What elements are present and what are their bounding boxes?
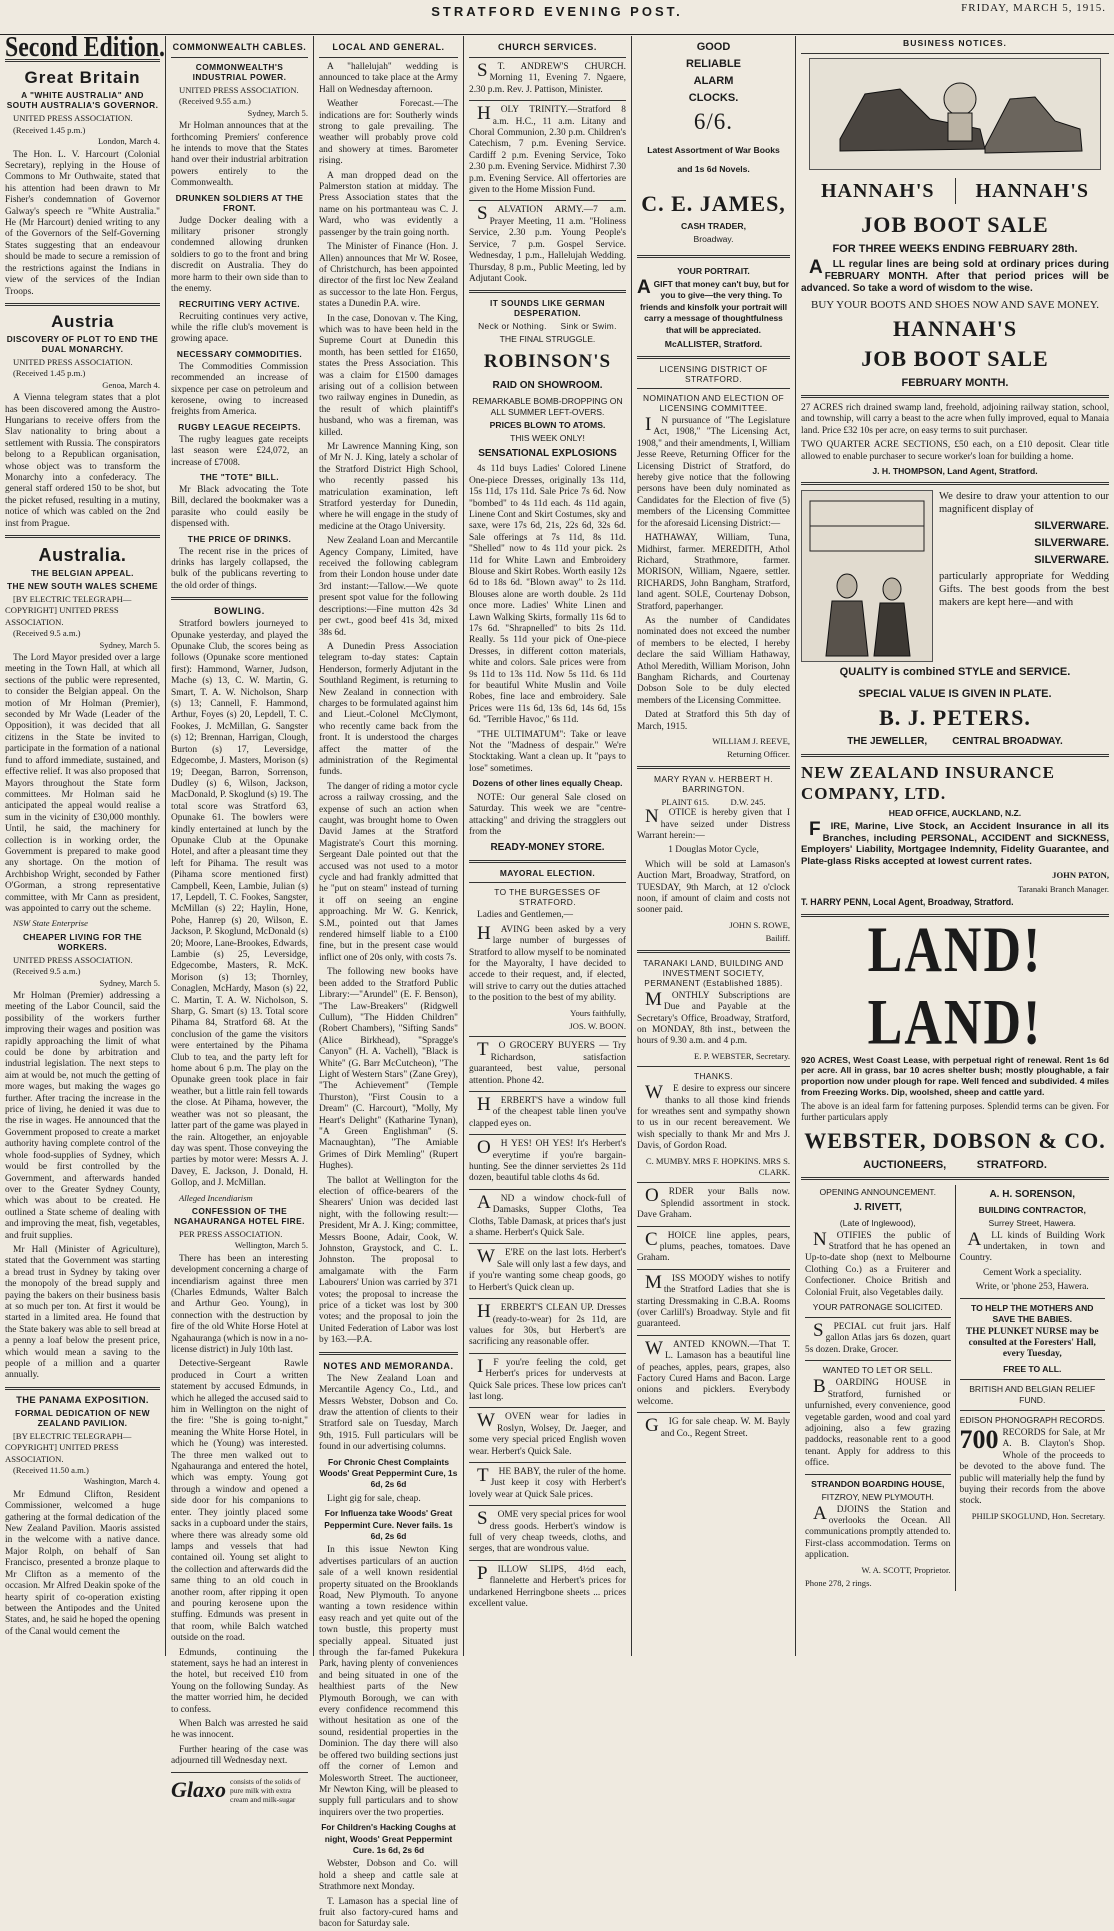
acres-920-ad: 920 ACRES, West Coast Lease, with perpetual right of renewal. Rent 1s 6d per acre. All in grass, bar 10 acres shelter bush; mostly ploughable, a fair proportion now under plough for rape. Well fenced and subdivided. 4 miles from Freezing Works. Dip, woolshed, sheep and cattle yard. bbox=[801, 1054, 1109, 1098]
wanted-let-sell: WANTED TO LET OR SELL. bbox=[822, 1365, 933, 1376]
australia-received: (Received 9.5 a.m.) bbox=[13, 628, 81, 639]
notes-item: The New Zealand Loan and Mercantile Agency Co., Ltd., and Messrs Webster, Dobson and Co. draw the attention of clients to their Stratford sale on Tuesday, March 9th, 1915. Full particulars will be found in our advertising columns. bbox=[319, 1373, 458, 1453]
recruiting-heading: RECRUITING VERY ACTIVE. bbox=[178, 298, 301, 309]
column-3 bbox=[313, 36, 463, 1930]
austria-agency: UNITED PRESS ASSOCIATION. bbox=[13, 356, 133, 367]
jeweller-address: THE JEWELLER, CENTRAL BROADWAY. bbox=[847, 736, 1063, 748]
notes-ad: For Chronic Chest Complaints Woods' Great Peppermint Cure, 1s 6d, 2s 6d bbox=[319, 1456, 458, 1490]
drunken-soldiers-article: Judge Docker dealing with a military prisoner strongly condemned allowing drunken soldiers to go to the front and bring discredit on Australia. They do more harm to their own side than to the enemy. bbox=[171, 215, 308, 295]
ultimatum: "THE ULTIMATUM": Take or leave Not the "Madness of despair." We're Stocktaking. Want a clean up. It "pays to lose" sometimes. bbox=[469, 729, 626, 774]
notes-memoranda-heading: NOTES AND MEMORANDA. bbox=[323, 1360, 454, 1371]
confession-article-4: When Balch was arrested he said he was innocent. bbox=[171, 1719, 308, 1741]
clock-ad-clocks: CLOCKS. bbox=[688, 92, 739, 104]
rivett-text: NOTIFIES the public of Stratford that he has opened an Up-to-date shop (next to Melbourne Clothing Co.) as a Fruiterer and Confectioner. Choice British and Colonial Fruit, also Vegetables daily. bbox=[805, 1228, 951, 1298]
regular-lines-text: ALL regular lines are being sold at ordinary prices during FEBRUARY MONTH. After that period prices will be advanced. So take a word of wisdom to the wise. bbox=[801, 257, 1109, 294]
job-boot-sale: JOB BOOT SALE bbox=[861, 212, 1049, 237]
gb-agency: UNITED PRESS ASSOCIATION. bbox=[13, 113, 133, 124]
recruiting-article: Recruiting continues very active, while the rifle club's movement is growing apace. bbox=[171, 311, 308, 345]
confession-agency: PER PRESS ASSOCIATION. bbox=[179, 1228, 283, 1239]
licensing-notice-2: As the number of Candidates nominated does not exceed the number of members to be elected, I hereby declare the said William Hathaway, Athol Meredith, William Morison, John Bangham Richards, and Courtenay Dobson Sole to be duly elected members of the Licensing Committee. bbox=[637, 615, 790, 706]
nz-insurance-heading: NEW ZEALAND INSURANCE COMPANY, LTD. bbox=[801, 763, 1056, 804]
commodities-heading: NECESSARY COMMODITIES. bbox=[176, 348, 303, 359]
distress-notice: NOTICE is hereby given that I have seized under Distress Warrant herein:— bbox=[637, 806, 790, 842]
mayoral-to: TO THE BURGESSES OF STRATFORD. bbox=[494, 887, 601, 908]
portrait-text: AGIFT that money can't buy, but for you to give—the very thing. To friends and kinsfolk your portrait will carry a message of thoughtfulness that will be appreciated. bbox=[637, 277, 790, 335]
classified-ad: SOME very special prices for wool dress goods. Herbert's window is full of very cheap tweeds, cloths, and serges, that are wondrous value. bbox=[469, 1508, 626, 1555]
classified-ad: TO GROCERY BUYERS — Try Richardson, satisfaction guaranteed, best value, personal attention. Phone 42. bbox=[469, 1039, 626, 1086]
webster-dobson: WEBSTER, DOBSON & CO. bbox=[804, 1127, 1106, 1153]
notes-ad: For Children's Hacking Coughs at night, Woods' Great Peppermint Cure. 1s 6d, 2s 6d bbox=[321, 1822, 456, 1855]
austria-dateline: Genoa, March 4. bbox=[102, 379, 160, 390]
classified-ad: PILLOW SLIPS, 4½d each, flannelette and Herbert's prices for undarkened Herringbone sheets ... prices excellent value. bbox=[469, 1562, 626, 1610]
broadway-label: Broadway. bbox=[693, 234, 734, 244]
notes-ad: For Influenza take Woods' Great Peppermint Cure. Never fails. 1s 6d, 2s 6d bbox=[324, 1508, 453, 1541]
confession-article-5: Further hearing of the case was adjourned till Wednesday next. bbox=[171, 1744, 308, 1767]
taranaki-heading: TARANAKI LAND, BUILDING AND INVESTMENT SOCIETY, PERMANENT (Established 1885). bbox=[643, 957, 784, 988]
issue-date: FRIDAY, MARCH 5, 1915. bbox=[961, 2, 1106, 14]
this-week: THIS WEEK ONLY! bbox=[510, 433, 585, 444]
classified-ad: HERBERT'S have a window full of the cheapest table linen you've clapped eyes on. bbox=[469, 1094, 626, 1129]
notes-item: In this issue Newton King advertises particulars of an auction sale of a well known residential property situated on the Brooklands Road, New Plymouth. To anyone wanting a town residence within easy reach and yet quite out of the town bustle, this property must specially appeal. Situated just through the far-famed Pukekura Park, having plenty of conveniences and being situated in one of the healthiest parts of the New Plymouth Borough, we can with every confidence recommend this without hesitation as one of the sound, residential properties in the Dominion. The day there will also be offered two building sections just off the corner of Lemon and Molesworth Street. The auctioneer, Mr Newton King, will be pleased to supply full particulars and to show inquirers over the two properties. bbox=[319, 1545, 458, 1818]
cheaper-living-heading: CHEAPER LIVING FOR THE WORKERS. bbox=[22, 931, 143, 952]
taranaki-notice: MONTHLY Subscriptions are Due and Payable at the Secretary's Office, Broadway, Stratford, on MONDAY, 8th inst., between the hours of 9.30 a.m. and 4 p.m. bbox=[637, 988, 790, 1047]
church-notice: HOLY TRINITY.—Stratford 8 a.m. H.C., 11 a.m. Litany and Choral Communion, 2.30 p.m. Children's Catechism, 7 p.m. Evening Service. Cardiff 2 p.m. Evening Service, Toko 2.30 p.m. Evening Service. Midhirst 7.30 p.m. Evening Service. All offertories are given to the Home Mission Fund. bbox=[469, 103, 626, 196]
robinsons-title: ROBINSON'S bbox=[483, 351, 612, 373]
raid-heading: RAID ON SHOWROOM. bbox=[492, 380, 603, 392]
column-4 bbox=[463, 36, 631, 1656]
commodities-article: The Commodities Commission recommended an increase of sixpence per case on petroleum and kerosene, owing to increased freights from America. bbox=[171, 361, 308, 418]
thanks-signature: C. MUMBY. MRS F. HOPKINS. MRS S. CLARK. bbox=[645, 1155, 790, 1177]
help-mothers: TO HELP THE MOTHERS AND SAVE THE BABIES. bbox=[970, 1302, 1094, 1324]
drinks-article: The recent rise in the prices of drinks has largely collapsed, the bulk of the publicans reverting to the old order of things. bbox=[171, 546, 308, 591]
sensational-heading: SENSATIONAL EXPLOSIONS bbox=[478, 448, 617, 460]
austria-article: A Vienna telegram states that a plot has been discovered among the Austro-Hungarians to receive offers from the Slav nationality to bring about a settlement with Russia. The conspirators belong to a Republican organisation, whose object was to transform the Monarchy into a confederacy. The general staff ordered 150 to be shot, but the picket refused, resulting in a mutiny, notice of which was cabled on the 2nd inst from Prague. bbox=[5, 393, 160, 529]
cheaper-article-2: Mr Hall (Minister of Agriculture), stated that the Government was starting a bread trust in Sydney by taking over the monopoly of the bread supply and paying the bakers on their business basis at so much per ton. At first it would be started in a limited area. He found that the State bakery was able to sell bread at a penny a loaf below the present price, which would mean a saving to the people of a million and a quarter annually. bbox=[5, 1244, 160, 1381]
sorenson-text: ALL kinds of Building Work undertaken, in town and Country. bbox=[959, 1228, 1105, 1264]
bowling-article: Stratford bowlers journeyed to Opunake yesterday, and played the Opunake Club, the scores being as follows (Opunake score mentioned first): Hammond, Warner, Judson, Mache (s) 13, C. W. Martin, G. Smart, T. A. W. Nicholson, Sharp (s) 13; Cannell, F. Hammond, Arthur, Foyes (s) 20, Lepdell, T. C. Fookes, J. McMillan, G. Sangster (s) 12; Brennan, Harrigan, Clough, Burton (s) 17, Leversidge, Edgecombe, J. Masters, Morison (s) 19; Deegan, Barron, Sorrenson, Dudley (s) 6, Wilson, Jackson, MacDonald, P. Skoglund (s) 19. The total score was Stratford 63, Opunake 61. The bowlers were kindly entertained at lunch by the Opunake Club at the Opunake Hotel, and after a pleasant time they left for Pihama. The result was (Pihama score mentioned first) Campbell, Keen, Lambie, Julian (s) 17, Lepdell, T. C. Fookes, Sangster, McMillan (s) 22; Haylin, Hone, Pohe, Hanrep (s) 20, Wilson, E. Jackson, P. Skoglund, McDonald (s) 20; Moore, Lane-Brookes, Edwards, Lambie (s) 25, Leversidge, Edgecombe, Masters, R. McK. Morison (s) 13; Thornley, Conaglen, McHardy, Mason (s) 22, C. Martin, T. A. W. Nicholson, S. Sharp, G. Smart (s) 13. Total score Pihama 84, Stratford 68. At the conclusion of the game the visitors were entertained by the Pihama Club to tea, and the party left for home about 6 p.m. The play on the Opunake green took place in fair weather, but a little rain fell towards the close. At Pihama, however, the weather was not so pleasant, the latter part of the game was played in the rain. Altogether, an enjoyable day was spent. Those conveying the parties by motor were: Messrs A. J. Davey, E. Jackson, J. Donald, H. Gollop, and J. McMillan. bbox=[171, 619, 308, 1189]
mayoral-yours: Yours faithfully, bbox=[570, 1007, 626, 1018]
building-contractor: BUILDING CONTRACTOR, bbox=[978, 1204, 1086, 1215]
boarding-house-ad: BOARDING HOUSE in Stratford, furnished or unfurnished, every convenience, good vegetable garden, wood and coal yard adjoining, also a few grazing paddocks, reasonable rent to a good tenant. Apply for address to this office. bbox=[805, 1376, 951, 1469]
surrey-street: Surrey Street, Hawera. bbox=[988, 1217, 1076, 1228]
business-notices-label: BUSINESS NOTICES. bbox=[903, 38, 1007, 48]
panama-heading: THE PANAMA EXPOSITION. bbox=[16, 1393, 149, 1405]
local-general-heading: LOCAL AND GENERAL. bbox=[332, 42, 445, 52]
confession-dateline: Wellington, March 5. bbox=[234, 1240, 308, 1251]
cheaper-received: (Received 9.5 a.m.) bbox=[13, 966, 81, 977]
cw-agency: UNITED PRESS ASSOCIATION. bbox=[179, 85, 299, 95]
panama-agency: [BY ELECTRIC TELEGRAPH—COPYRIGHT] UNITED PRESS ASSOCIATION. bbox=[5, 1430, 132, 1464]
belgian-relief: BRITISH AND BELGIAN RELIEF FUND. bbox=[969, 1383, 1096, 1405]
notes-item: Webster, Dobson and Co. will hold a sheep and cattle sale at Strathmore next Monday. bbox=[319, 1859, 458, 1893]
gb-subheading: A "WHITE AUSTRALIA" AND SOUTH AUSTRALIA'S GOVERNOR. bbox=[6, 90, 159, 111]
panama-received: (Received 11.50 a.m.) bbox=[13, 1465, 89, 1476]
ready-money-store: READY-MONEY STORE. bbox=[490, 842, 605, 854]
classified-ad: HERBERT'S CLEAN UP. Dresses (ready-to-wear) for 2s 11d, are values for 30s, but Herbert's are sacrificing any reasonable offer. bbox=[469, 1301, 626, 1348]
cash-trader: CASH TRADER, bbox=[681, 221, 746, 231]
panama-dateline: Washington, March 4. bbox=[83, 1476, 160, 1487]
cw-subheading: COMMONWEALTH'S INDUSTRIAL POWER. bbox=[192, 62, 287, 82]
strandon-text: ADJOINS the Station and overlooks the Ocean. All communications promptly attended to. First-class accommodation. Terms on application. bbox=[805, 1502, 951, 1561]
job-boot-sale-2: JOB BOOT SALE bbox=[861, 346, 1049, 371]
opening-heading: OPENING ANNOUNCEMENT. bbox=[819, 1186, 936, 1197]
distress-notice-2: Which will be sold at Lamason's Auction Mart, Broadway, Stratford, on TUESDAY, 9th March, at 12 o'clock noon, if amount of claim and costs not sooner paid. bbox=[637, 859, 790, 916]
bomb-dropping: REMARKABLE BOMB-DROPPING ON ALL SUMMER LEFT-OVERS. bbox=[472, 396, 623, 418]
phone-number: Phone 278, 2 rings. bbox=[805, 1577, 872, 1588]
cement-work: Cement Work a speciality. bbox=[983, 1267, 1082, 1278]
clock-price: 6/6. bbox=[693, 109, 734, 134]
local-item: A "hallelujah" wedding is announced to take place at the Army Hall on Wednesday afternoon. bbox=[319, 62, 458, 95]
write-phone: Write, or 'phone 253, Hawera. bbox=[975, 1282, 1089, 1293]
german-desperation-heading: IT SOUNDS LIKE GERMAN DESPERATION. bbox=[490, 298, 605, 319]
february-month: FEBRUARY MONTH. bbox=[901, 377, 1009, 389]
confession-heading: CONFESSION OF THE NGAHAURANGA HOTEL FIRE. bbox=[174, 1205, 305, 1226]
bj-peters: B. J. PETERS. bbox=[879, 705, 1031, 731]
special-value: SPECIAL VALUE IS GIVEN IN PLATE. bbox=[858, 688, 1052, 701]
strandon-heading: STRANDON BOARDING HOUSE, bbox=[811, 1478, 945, 1489]
rivett-name: J. RIVETT, bbox=[853, 1201, 902, 1213]
australia-agency: [BY ELECTRIC TELEGRAPH—COPYRIGHT] UNITED PRESS ASSOCIATION. bbox=[5, 594, 132, 627]
thompson-agent: J. H. THOMPSON, Land Agent, Stratford. bbox=[872, 466, 1038, 477]
panama-subheading: FORMAL DEDICATION OF NEW ZEALAND PAVILION. bbox=[15, 1407, 150, 1428]
cheaper-article: Mr Holman (Premier) addressing a meeting of the Labor Council, said the possibility of the workers further improving their wages and position was rapidly approaching the limit of what could be done by arbitration and industrial legislation. The next steps to aim at would be, not much the getting of more wages, but making the wages go further. After tracing the increase in the price of living, he denied it was due to the rise in wages. He announced that the Government proposed to create a market authority having complete control of the whole food-supplies of Sydney, which would be first controlled by the Government, and afterwards handed over to the Greater Sydney County, which was about to be created. He outlined a State scheme of dealing with and improving the meat, fish, vegetables, and fruit supplies. bbox=[5, 991, 160, 1241]
cheaper-agency: UNITED PRESS ASSOCIATION. bbox=[13, 954, 133, 965]
silverware-2: SILVERWARE. bbox=[1034, 537, 1109, 550]
licensing-signature: WILLIAM J. REEVE, bbox=[712, 736, 790, 746]
buy-boots: BUY YOUR BOOTS AND SHOES NOW AND SAVE MONEY. bbox=[811, 299, 1099, 311]
classified-ad: WOVEN wear for ladies in Roslyn, Wolsey, Dr. Jaeger, and some very special priced English woven wear. Herbert's Quick Sale. bbox=[469, 1410, 626, 1457]
local-item: In the case, Donovan v. The King, which was to have been held in the Supreme Court at Dunedin this month, has been settled for £1650, states the Press Association. This was a claim for £1500 damages arising out of a collision between two railway engines in Dunedin, as the result of which plaintiff's husband, who was a fireman, was killed. bbox=[319, 313, 458, 438]
prices-atoms: PRICES BLOWN TO ATOMS. bbox=[489, 420, 606, 431]
confession-article-2: Detective-Sergeant Rawle produced in Court a written statement by accused Edmunds, in which he alleged the accused said to him in Wellington on the night of the fire: "She is going to-night," meaning the White Horse Hotel, in which he (Young) was interested. The three men walked out to Ngahauranga and entered the hotel, which was empty. Young got through a window and opened a side door for his companions to enter. They jointly placed some sacks in a cupboard under the stairs, where there was already some old lamps and vessels that had contained oil. Young set alight to the collection and afterwards did the same thing to an old couch in another room, after ripping it open and pouring kerosene upon the stuffing. Edmunds was present in that room, while Balch watched outside on the road. bbox=[171, 1359, 308, 1644]
gb-article: The Hon. L. V. Harcourt (Colonial Secretary), replying in the House of Commons to Mr Outhwaite, stated that his attention had been drawn to Mr Fisher's condemnation of Governor Galway's speech re "White Australia." He (Mr Harcourt) denied writing to any of the Governors of the Self-Governing States suggesting that an endeavour should be made to secure a remission of the restrictions against the Indians in view of the services of the Indian Troops. bbox=[5, 149, 160, 297]
distress-item: 1 Douglas Motor Cycle, bbox=[668, 845, 759, 856]
column-1 bbox=[0, 31, 165, 1656]
local-item: The Minister of Finance (Hon. J. Allen) announces that Mr W. Rosee, of Christchurch, has been appointed director of the first loc New Zealand as successor to the late Hon. Fergus, states a Dunedin P.A. wire. bbox=[319, 242, 458, 310]
plaint-number: PLAINT 615. D.W. 245. bbox=[661, 796, 766, 807]
dozens-lines: Dozens of other lines equally Cheap. bbox=[472, 778, 623, 789]
panama-article: Mr Edmund Clifton, Resident Commissioner, welcomed a huge gathering at the formal dedication of the New Zealand Pavilion. Maoris assisted in the welcome with a native dance. Major Rolph, on behalf of San Francisco, presented a bronze plaque to Mr Clifton as a memento of the occasion. Mr Alfred Deakin spoke of the hearty spirit of co-operation existing between the Antipodes and the United States, and, he said he hoped the opening of the Canal would cement the bbox=[5, 1489, 160, 1637]
austria-subheading: DISCOVERY OF PLOT TO END THE DUAL MONARCHY. bbox=[6, 333, 159, 354]
austria-received: (Received 1.45 p.m.) bbox=[13, 368, 86, 379]
confession-article: There has been an interesting development concerning a charge of incendiarism against three men (Charles Edmunds, Walter Balch and Arthur Geo. Young), in connection with the destruction by fire of the old White Horse Hotel at Ngahauranga (which is now in a no-license district) in July 10th last. bbox=[171, 1253, 308, 1355]
cw-dateline: Sydney, March 5. bbox=[247, 107, 308, 118]
clock-ad-reliable: RELIABLE bbox=[686, 58, 741, 70]
thanks-heading: THANKS. bbox=[693, 1071, 734, 1082]
taranaki-signature: E. P. WEBSTER, Secretary. bbox=[694, 1050, 790, 1061]
novels: and 1s 6d Novels. bbox=[677, 164, 750, 174]
notes-item: Light gig for sale, cheap. bbox=[327, 1493, 421, 1504]
mayoral-election-heading: MAYORAL ELECTION. bbox=[499, 868, 596, 879]
australia-article: The Lord Mayor presided over a large meeting in the Town Hall, at which all sections of the public were represented, to consider the Belgian appeal. On the motion of Mr Holman (Premier), seconded by Mr Wade (Leader of the Opposition), it was decided that all citizens in the State be invited to participate in the formation of a national fund to afford immediate, sustained, and effective relief. It was also proposed that Mayors throughout the State form committees. Mr Holman said he anticipated the appeal would realise a sum in the vicinity of £30,000 monthly. Until, he said, the machinery for collection is in working order, the Government is prepared to make good any shortage. On the motion of Archbishop Wright, seconded by Father O'Gorman, a strong representative committee, with Mr Cann as president, was appointed to carry out the scheme. bbox=[5, 653, 160, 914]
classified-ad: WANTED KNOWN.—That T. L. Lamason has a beautiful line of peaches, apples, pears, grapes, also Factory Cured Hams and Bacon. Large onions and picklers. Everybody welcome. bbox=[637, 1337, 790, 1407]
john-paton: JOHN PATON, bbox=[1052, 870, 1109, 881]
classified-ad: OH YES! OH YES! It's Herbert's everytime if you're bargain-hunting. See the dinner serviettes 2s 11d dozen, beautiful table cloths 4s 6d. bbox=[469, 1137, 626, 1184]
patronage: YOUR PATRONAGE SOLICITED. bbox=[812, 1302, 943, 1313]
classified-ad: AND a window chock-full of Damasks, Supper Cloths, Tea Cloths, Table Damask, at prices that's just a shame. Herbert's Quick Sale. bbox=[469, 1191, 626, 1239]
mcallister: McALLISTER, Stratford. bbox=[664, 339, 763, 350]
tote-heading: THE "TOTE" BILL. bbox=[200, 471, 279, 482]
tote-article: Mr Black advocating the Tote Bill, declared the bookmaker was a parasite who could easily be dispensed with. bbox=[171, 484, 308, 530]
edison-count: 700 bbox=[959, 1424, 999, 1454]
classified-ad: IF you're feeling the cold, get Herbert's prices for undervests at Quick Sale prices. These low prices can't last long. bbox=[469, 1355, 626, 1402]
harry-penn: T. HARRY PENN, Local Agent, Broadway, Stratford. bbox=[801, 897, 1014, 908]
church-services-heading: CHURCH SERVICES. bbox=[498, 42, 597, 52]
neck-or-nothing: Neck or Nothing. Sink or Swim. bbox=[478, 321, 617, 332]
second-edition-title: Second Edition. bbox=[5, 31, 165, 63]
skoglund-signature: PHILIP SKOGLUND, Hon. Secretary. bbox=[971, 1510, 1105, 1521]
auctioneers: AUCTIONEERS, STRATFORD. bbox=[863, 1158, 1047, 1171]
column-2 bbox=[165, 36, 313, 1804]
boots-illustration bbox=[809, 58, 1101, 170]
hannahs-lower: HANNAH'S bbox=[892, 316, 1018, 341]
hannahs-right: HANNAH'S bbox=[955, 178, 1110, 204]
portrait-heading: YOUR PORTRAIT. bbox=[677, 266, 750, 276]
classified-ad: GIG for sale cheap. W. M. Bayly and Co., Regent Street. bbox=[645, 1415, 790, 1439]
rugby-heading: RUGBY LEAGUE RECEIPTS. bbox=[178, 421, 301, 432]
licensing-dated: Dated at Stratford this 5th day of March, 1915. bbox=[637, 710, 790, 732]
acres-27-ad: 27 ACRES rich drained swamp land, freehold, adjoining railway station, school, and township, will carry a beast to the acre when fully improved, equal to Manaia land. Price £32 10s per acre, on easy terms to suit purchaser. bbox=[801, 403, 1109, 436]
classified-ad: CHOICE line apples, pears, plums, peaches, tomatoes. Dave Graham. bbox=[637, 1228, 790, 1264]
notes-item: T. Lamason has a special line of fruit also factory-cured hams and bacon for Saturday sale. bbox=[319, 1896, 458, 1930]
drinks-heading: THE PRICE OF DRINKS. bbox=[187, 533, 292, 544]
classified-ad: MISS MOODY wishes to notify the Stratford Ladies that she is starting Dressmaking in C.B.A. Rooms (over Carlill's) Broadway. Style and fit guaranteed. bbox=[637, 1271, 790, 1330]
austria-heading: Austria bbox=[51, 311, 114, 331]
local-item: The following new books have been added to the Stratford Public Library:—"Arundel" (E. F. Benson), "The Law-Breakers" (Ridgwell Cullum), "The Hidden Children" (Robert Chambers), "Sifting Sands" (Alice Birkhead), "Spragge's Canyon" (H. A. Vachell), "Black is White" (G. Barr McCutcheon), "The Light of Western Stars" (Zane Grey), "The Achievement" (Temple Thurston), "First Cousin to a Dream" (C. Harcourt), "Molly, My Heart's Delight" (Katharine Tynan), "A Green Englishman" (S. Macnaughtan), "The Amiable Grimes of Dirk Memling" (Rupert Hughes). bbox=[319, 967, 458, 1172]
local-item: New Zealand Loan and Mercantile Agency Company, Limited, have received the following cablegram from their London house under date 3rd instant:—Tallow.—We quote present spot value for the following descriptions:—Fine mutton 42s 3d per cwt., good beef 41s 3d, mixed 38s 6d. bbox=[319, 536, 458, 638]
sale-items: 4s 11d buys Ladies' Colored Linene One-piece Dresses, originally 13s 11d, 15s 11d, 17s 11d. Sale Price 7s 6d. Now "bombed" to 4s 11d each. 4s 11d again, Linene Cont and Skirt Costumes, sky and saxe, were 17s 6d, 21s, 22s 6d, 32s 6d. Sale offerings at 7s 11d, 8s 11d. "Shelled" now to 4s 11d your pick. 2s 11d for White Lawn and Embroidery Blouse and Skirt Robes. Worth easily 12s 6d to 18s 6d. "Blown away" to 2s 11d. Blouses alone are worth double. 2s 11d once more. Ladies' White Linen and Lawn Walking Skirts, formally 11s 6d to 17s 6d. "Shrapnelled" to bits 2s 11d. Really. 5s 11d your pick of One-piece Dresses, in different cotton materials, white and colors. Sale prices were from 9s 11d to 13s 11d. Now 5s 11d. 6s 11d for beautiful White Muslin and Voile Robes, fine lace and embroidery. Sale Prices were 11s 6d, 13s 6d, 14s 6d, 15s 6d. "Terrible Havoc," 6s 11d. bbox=[469, 464, 626, 726]
bowling-heading: BOWLING. bbox=[214, 606, 265, 617]
edison-text: RECORDS for Sale, at Mr A. B. Clayton's Shop. Whole of the proceeds to be devoted to the above fund. The public will materially help the fund by buying their records from the above stock. bbox=[959, 1427, 1105, 1507]
nz-head-office: HEAD OFFICE, AUCKLAND, N.Z. bbox=[888, 808, 1022, 819]
three-weeks: FOR THREE WEEKS ENDING FEBRUARY 28th. bbox=[832, 243, 1078, 255]
licensing-heading: LICENSING DISTRICT OF STRATFORD. bbox=[659, 364, 768, 385]
masthead bbox=[0, 0, 1114, 35]
special-jars: SPECIAL cut fruit jars. Half gallon Atlas jars 6s dozen, quart 5s dozen. Drake, Grocer. bbox=[805, 1320, 951, 1355]
silverware-intro: We desire to draw your attention to our magnificent display of bbox=[939, 491, 1109, 516]
jeweller-shop-illustration bbox=[801, 490, 933, 662]
local-item: Mr Lawrence Manning King, son of Mr N. J. King, lately a scholar of the Stratford District High School, who recently passed his matriculation examination, left Stratford yesterday for Dunedin, where he will engage in the study of medicine at the Otago University. bbox=[319, 442, 458, 532]
column-5 bbox=[631, 36, 795, 1656]
silverware-3: SILVERWARE. bbox=[1034, 554, 1109, 567]
local-item: The ballot at Wellington for the election of office-bearers of the Shearers' Union was decided last night, with the following result:—President, Mr A. J. King; committee, Messrs Boone, Adair, Cook, W. Johnston, Graystock, and C. L. Johnston. The proposal to amalgamate with the Farm Labourers' Union was carried by 371 votes; the proposal to increase the price of a ticket was lost by 300 votes; and the proposal to join the United Federation of Labor was lost by 163.—P.A. bbox=[319, 1175, 458, 1346]
column-6 bbox=[795, 36, 1114, 1656]
australia-heading: Australia. bbox=[38, 545, 127, 565]
clock-ad-alarm: ALARM bbox=[693, 75, 734, 87]
drunken-soldiers-heading: DRUNKEN SOLDIERS AT THE FRONT. bbox=[175, 192, 304, 213]
classified-ad: ORDER your Balls now. Splendid assortment in stock. Dave Graham. bbox=[637, 1185, 790, 1221]
rugby-article: The rugby leagues gate receipts last season were £24,072, an increase of £7008. bbox=[171, 434, 308, 468]
clock-ad-good: GOOD bbox=[696, 41, 731, 53]
local-item: The danger of riding a motor cycle across a railway crossing, and the expense of such an action when caught, was brought home to Owen David James at the Stratford Magistrate's Court this morning. Sergeant Dale pointed out that the accused was not used to a motor cycle and had frankly admitted that he "put on steam" instead of turning it off on seeing an engine approaching. Mr W. G. Kenrick, S.M., pointed out that James rendered himself liable to a £100 fine, but in the present case would inflict one of 20s only, with costs 7s. bbox=[319, 781, 458, 963]
licensing-subheading: NOMINATION AND ELECTION OF LICENSING COMMITTEE. bbox=[643, 393, 784, 414]
nz-insurance-text: FIRE, Marine, Live Stock, an Accident Insurance in all its Branches, including PERSONAL, ACCIDENT and SICKNESS, Employers' Liability, Mortgagee Indemnity, Fidelity Guarantee, and Plate-glass Risks accepted at lowest current rates. bbox=[801, 819, 1109, 867]
commonwealth-cables-heading: COMMONWEALTH CABLES. bbox=[172, 42, 307, 52]
mayoral-letter: HAVING been asked by a very large number of burgesses of Stratford to allow myself to be nominated for the Mayoralty, I have decided to accede to their request, and, if elected, will strive to carry out the duties attached to the position to the best of my ability. bbox=[469, 922, 626, 1004]
cw-article: Mr Holman announces that at the forthcoming Premiers' conference he intends to move that the States hand over their industrial arbitration powers entirely to the Commonwealth. bbox=[171, 121, 308, 189]
paton-role: Taranaki Branch Manager. bbox=[1017, 883, 1109, 894]
gb-dateline: London, March 4. bbox=[97, 136, 160, 147]
land-land-headline: LAND! LAND! bbox=[867, 914, 1043, 1058]
licensing-notice: IN pursuance of "The Legislature Act, 1908," "The Licensing Act, 1908," and their amendments, I, William Jesse Reeve, Returning Officer for the Licensing District of Stratford, do hereby give notice that the following persons have been duly nominated as Candidates for the Election of five (5) members of the Licensing Committee for the aforesaid Licensing District:— bbox=[637, 414, 790, 529]
cw-received: (Received 9.55 a.m.) bbox=[179, 96, 251, 107]
mayoral-greeting: Ladies and Gentlemen,— bbox=[477, 910, 574, 921]
hannahs-left: HANNAH'S bbox=[820, 180, 935, 202]
glaxo-tagline: consists of the solids of pure milk with extra cream and milk-sugar bbox=[230, 1776, 301, 1804]
church-notice: SALVATION ARMY.—7 a.m. Prayer Meeting, 11 a.m. "Holiness Service, 2.30 p.m. Young People's Service, 7 p.m. Gospel Service. Wednesday, 1 p.m., Hallelujah Wedding. Thursday, 8 p.m., Public Meeting, led by Adjutant Cook. bbox=[469, 203, 626, 284]
glaxo-logo: Glaxo bbox=[171, 1777, 226, 1803]
classified-ad: THE BABY, the ruler of the home. Just keep it cosy with Herbert's lovely wear at Quick Sale prices. bbox=[469, 1464, 626, 1500]
australia-sub2: THE NEW SOUTH WALES SCHEME bbox=[7, 581, 158, 591]
thanks-notice: WE desire to express our sincere thanks to all those kind friends for wreathes sent and sympathy shown to us in our recent bereavement. We wish specially to thank Mr and Mrs J. Davis, of Gordon Road. bbox=[637, 1082, 790, 1152]
local-item: Weather Forecast.—The indications are for: Southerly winds strong to gale prevailing. The weather will probably prove cold and showery at times. Barometer rising. bbox=[319, 99, 458, 167]
nsw-enterprise-label: NSW State Enterprise bbox=[13, 918, 88, 929]
free-to-all: FREE TO ALL. bbox=[1003, 1363, 1062, 1374]
silverware-1: SILVERWARE. bbox=[1034, 520, 1109, 533]
australia-sub1: THE BELGIAN APPEAL. bbox=[31, 568, 134, 578]
licensing-role: Returning Officer. bbox=[727, 749, 790, 760]
rivett-late-of: (Late of Inglewood), bbox=[839, 1217, 916, 1228]
australia-dateline: Sydney, March 5. bbox=[99, 639, 160, 650]
confession-article-3: Edmunds, continuing the statement, says he had an interest in the hotel, but received £10 from Young on the following Sunday. As the matter worried him, he decided to confess. bbox=[171, 1647, 308, 1715]
newspaper-name: STRATFORD EVENING POST. bbox=[431, 4, 683, 19]
licensing-names: HATHAWAY, William, Tuna, Midhirst, farmer. MEREDITH, Athol Richard, Strathmore, farmer. MORISON, William, Ngaere, settler. RICHARDS, John Bangham, Stratford, land agent. SOLE, Courtenay Dobson, Stratford, paperhanger. bbox=[637, 533, 790, 612]
bailiff-role: Bailiff. bbox=[765, 933, 790, 944]
sorenson-name: A. H. SORENSON, bbox=[989, 1188, 1076, 1200]
gb-received: (Received 1.45 p.m.) bbox=[13, 124, 86, 135]
war-books: Latest Assortment of War Books bbox=[647, 145, 780, 155]
quarter-acre-ad: TWO QUARTER ACRE SECTIONS, £50 each, on a £10 deposit. Clear title allowed to enable purchaser to secure worker's loan for building a home. bbox=[801, 440, 1109, 462]
bailiff-signature: JOHN S. ROWE, bbox=[729, 919, 790, 930]
quality-style: QUALITY is combined STYLE and SERVICE. bbox=[839, 666, 1071, 679]
local-item: A man dropped dead on the Palmerston station at midday. The Press Association states that the name on his portmanteau was C. J. Ward, who was evidently a passenger by the train going north. bbox=[319, 170, 458, 238]
mayoral-signature: JOS. W. BOON. bbox=[569, 1020, 626, 1031]
great-britain-heading: Great Britain bbox=[24, 68, 141, 88]
final-struggle: THE FINAL STRUGGLE. bbox=[499, 334, 596, 345]
scott-proprietor: W. A. SCOTT, Proprietor. bbox=[861, 1564, 951, 1575]
plunket-nurse: THE PLUNKET NURSE may be consulted at the Foresters' Hall, every Tuesday, bbox=[965, 1326, 1099, 1360]
local-item: A Dunedin Press Association telegram to-day states: Captain Henderson, formerly Adjutant in the Southland Regiment, is returning to New Zealand in connection with charges to be formulated against him and Lieut.-Colonel McClymont, who recently came back from the front. It is understood the charges affect the matter of the administration of the Regimental funds. bbox=[319, 641, 458, 778]
church-notice: ST. ANDREW'S CHURCH. Morning 11, Evening 7. Ngaere, 2.30 p.m. Rev. J. Pattison, Minister. bbox=[469, 60, 626, 95]
classified-ad: WE'RE on the last lots. Herbert's Sale will only last a few days, and if you're wanting some cheap goods, go to Herbert's Quick clean up. bbox=[469, 1246, 626, 1293]
sale-note: NOTE: Our general Sale closed on Saturday. This week we are "centre-attacking" and driving the stragglers out from the bbox=[469, 792, 626, 837]
fitzroy: FITZROY, NEW PLYMOUTH. bbox=[821, 1491, 934, 1502]
ideal-farm: The above is an ideal farm for fattening purposes. Splendid terms can be given. For further particulars apply bbox=[801, 1100, 1109, 1123]
ce-james: C. E. JAMES, bbox=[641, 191, 786, 216]
cheaper-dateline: Sydney, March 5. bbox=[99, 977, 160, 988]
silverware-text: particularly appropriate for Wedding Gifts. The best goods from the best makers are kept here—and with bbox=[939, 571, 1109, 609]
alleged-incendiarism-label: Alleged Incendiarism bbox=[179, 1192, 253, 1203]
edison-records: EDISON PHONOGRAPH RECORDS. bbox=[959, 1414, 1105, 1425]
ryan-barrington-heading: MARY RYAN v. HERBERT H. BARRINGTON. bbox=[654, 773, 773, 794]
